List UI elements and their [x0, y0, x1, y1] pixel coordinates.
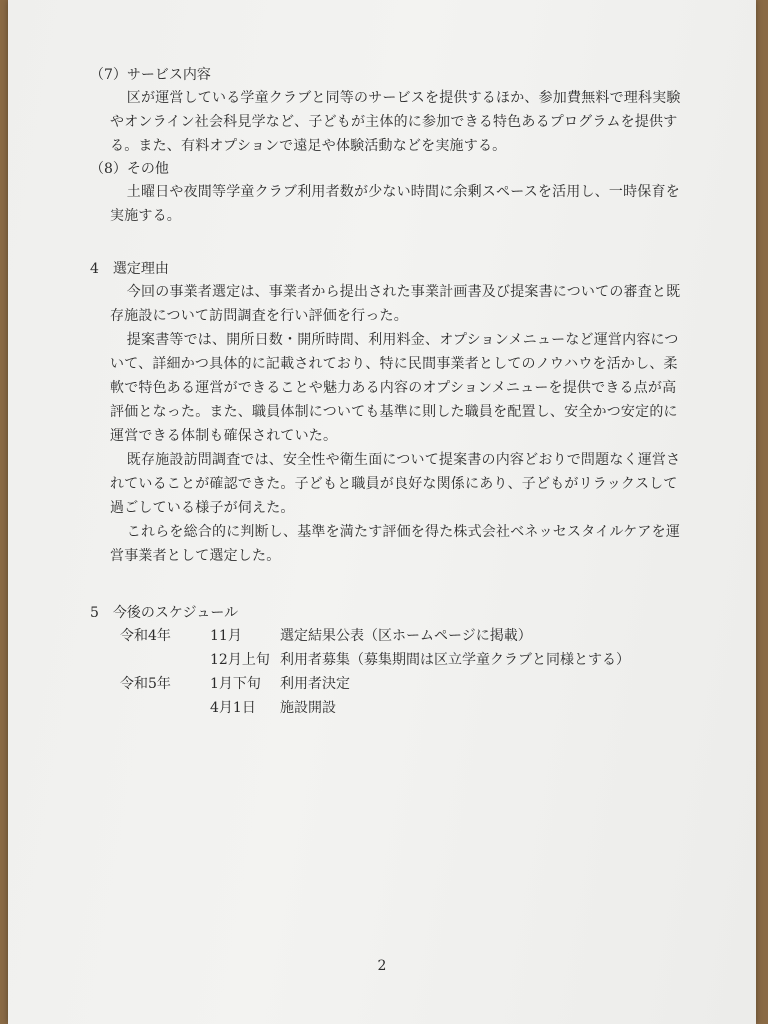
section-4-paragraph-4: これらを総合的に判断し、基準を満たす評価を得た株式会社ベネッセスタイルケアを運営事業者として選定した。: [110, 524, 681, 564]
schedule-event: 利用者決定: [280, 676, 350, 692]
schedule-table: [90, 624, 690, 720]
section-8-heading: （8）その他: [90, 161, 169, 177]
section-4-paragraph-1: 今回の事業者選定は、事業者から提出された事業計画書及び提案書についての審査と既存施設について訪問調査を行い評価を行った。: [110, 284, 681, 324]
document-page: [8, 0, 756, 1024]
schedule-date: 4月1日: [210, 700, 256, 716]
section-7-paragraph: 区が運営している学童クラブと同等のサービスを提供するほか、参加費無料で理科実験やオンライン社会科見学など、子どもが主体的に参加できる特色あるプログラムを提供する。また、有料オプションで遠足や体験活動などを実施する。: [110, 90, 681, 154]
schedule-row: [90, 624, 690, 648]
schedule-date: 11月: [210, 628, 242, 644]
schedule-year: 令和4年: [120, 628, 171, 644]
schedule-event: 施設開設: [280, 700, 336, 716]
section-7-heading: （7）サービス内容: [90, 67, 211, 83]
schedule-event: 選定結果公表（区ホームページに掲載）: [280, 628, 532, 644]
schedule-row: [90, 672, 690, 696]
section-8-paragraph: 土曜日や夜間等学童クラブ利用者数が少ない時間に余剰スペースを活用し、一時保育を実施する。: [110, 184, 680, 224]
section-4-heading: 4 選定理由: [90, 261, 169, 277]
schedule-date: 12月上旬: [210, 652, 270, 668]
schedule-year: 令和5年: [120, 676, 171, 692]
schedule-date: 1月下旬: [210, 676, 261, 692]
schedule-event: 利用者募集（募集期間は区立学童クラブと同様とする）: [280, 652, 630, 668]
schedule-row: [90, 696, 690, 720]
page-number: 2: [377, 958, 387, 974]
section-5-heading: 5 今後のスケジュール: [90, 605, 239, 621]
schedule-year: [90, 648, 210, 672]
schedule-row: [90, 648, 690, 672]
schedule-year: [90, 696, 210, 720]
document-body: [90, 64, 690, 720]
section-4-paragraph-3: 既存施設訪問調査では、安全性や衛生面について提案書の内容どおりで問題なく運営されていることが確認できた。子どもと職員が良好な関係にあり、子どもがリラックスして過ごしている様子が伺えた。: [110, 452, 681, 516]
section-4-paragraph-2: 提案書等では、開所日数・開所時間、利用料金、オプションメニューなど運営内容について、詳細かつ具体的に記載されており、特に民間事業者としてのノウハウを活かし、柔軟で特色ある運営ができることや魅力ある内容のオプションメニューを提供できる点が高評価となった。また、職員体制についても基準に則した職員を配置し、安全かつ安定的に運営できる体制も確保されていた。: [110, 332, 679, 444]
